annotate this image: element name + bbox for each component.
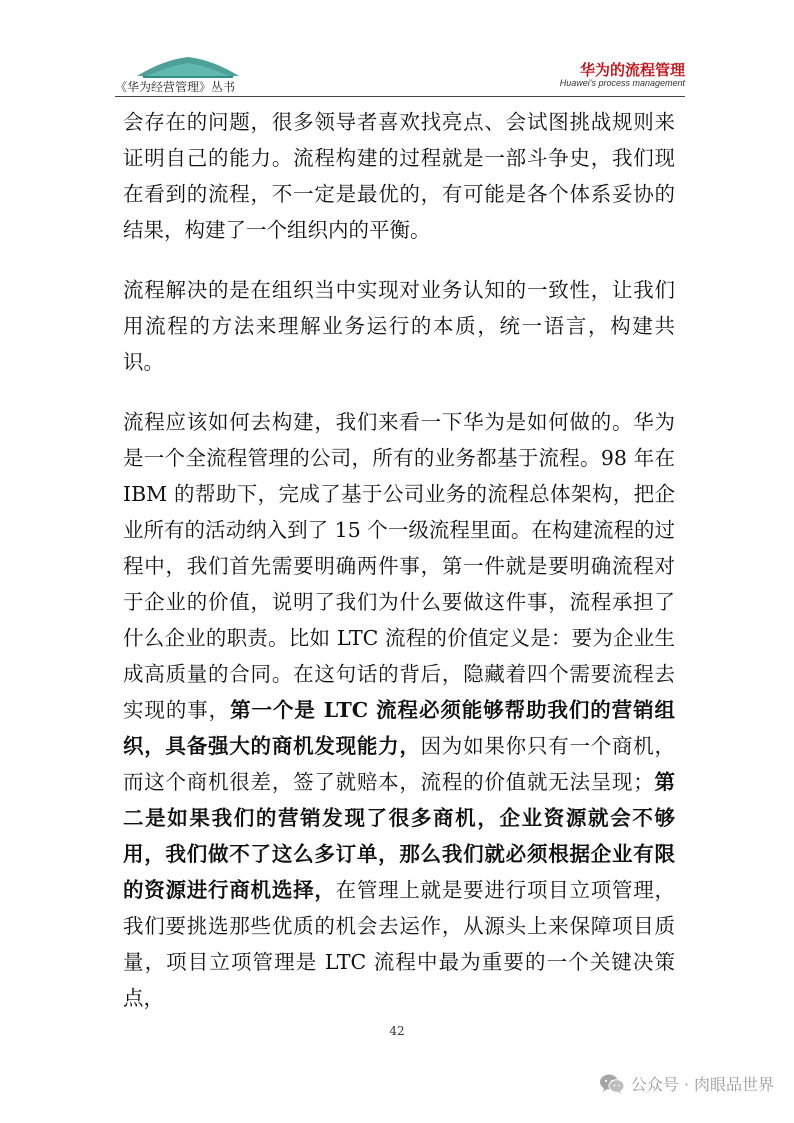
text-segment: 会存在的问题，很多领导者喜欢找亮点、会试图挑战规则来证明自己的能力。流程构建的过程就是一部斗争史，我们现在看到的流程，不一定是最优的，有可能是各个体系妥协的结果，构建了一个组织内的平衡。	[123, 110, 675, 242]
series-title: 《华为经营管理》丛书	[115, 80, 236, 94]
watermark-text: 公众号 · 肉眼品世界	[630, 1075, 774, 1094]
paragraph	[123, 104, 675, 248]
bold-text-segment: 第二是如果我们的营销发现了很多商机，企业资源就会不够用，我们做不了这么多订单，那么我们就必须根据企业有限的资源进行商机选择，	[123, 770, 676, 902]
text-segment: 在管理上就是要进行项目立项管理，我们要挑选那些优质的机会去运作，从源头上来保障项目质量，项目立项管理是 LTC 流程中最为重要的一个关键决策点，	[123, 878, 676, 1010]
bold-text-segment: 第一个是 LTC 流程必须能够帮助我们的营销组织，具备强大的商机发现能力，	[123, 698, 676, 758]
body-text	[123, 104, 675, 1016]
brand-title: 华为的流程管理	[579, 61, 685, 79]
watermark	[599, 1072, 774, 1095]
text-segment: 流程应该如何去构建，我们来看一下华为是如何做的。华为是一个全流程管理的公司，所有的业务都基于流程。98 年在 IBM 的帮助下，完成了基于公司业务的流程总体架构，把企业所有的活动纳入到了 15 个一级流程里面。在构建流程的过程中，我们首先需要明确两件事，第一件就是要明确流程对于企业的价值，说明了我们为什么要做这件事，流程承担了什么企业的职责。比如 LTC 流程的价值定义是：要为企业生成高质量的合同。在这句话的背后，隐藏着四个需要流程去实现的事，	[123, 410, 675, 722]
brand-block	[560, 62, 685, 89]
page-number: 42	[389, 1024, 405, 1038]
building-logo-icon	[133, 54, 243, 80]
wechat-icon	[599, 1073, 625, 1095]
page-header	[115, 50, 685, 98]
text-segment: 因为如果你只有一个商机，而这个商机很差，签了就赔本，流程的价值就无法呈现；	[123, 734, 675, 794]
paragraph	[123, 272, 675, 380]
header-divider	[115, 96, 685, 97]
text-segment: 流程解决的是在组织当中实现对业务认知的一致性，让我们用流程的方法来理解业务运行的本质，统一语言，构建共识。	[123, 278, 675, 374]
brand-subtitle: Huawei's process management	[559, 78, 685, 88]
paragraph	[123, 404, 675, 1016]
